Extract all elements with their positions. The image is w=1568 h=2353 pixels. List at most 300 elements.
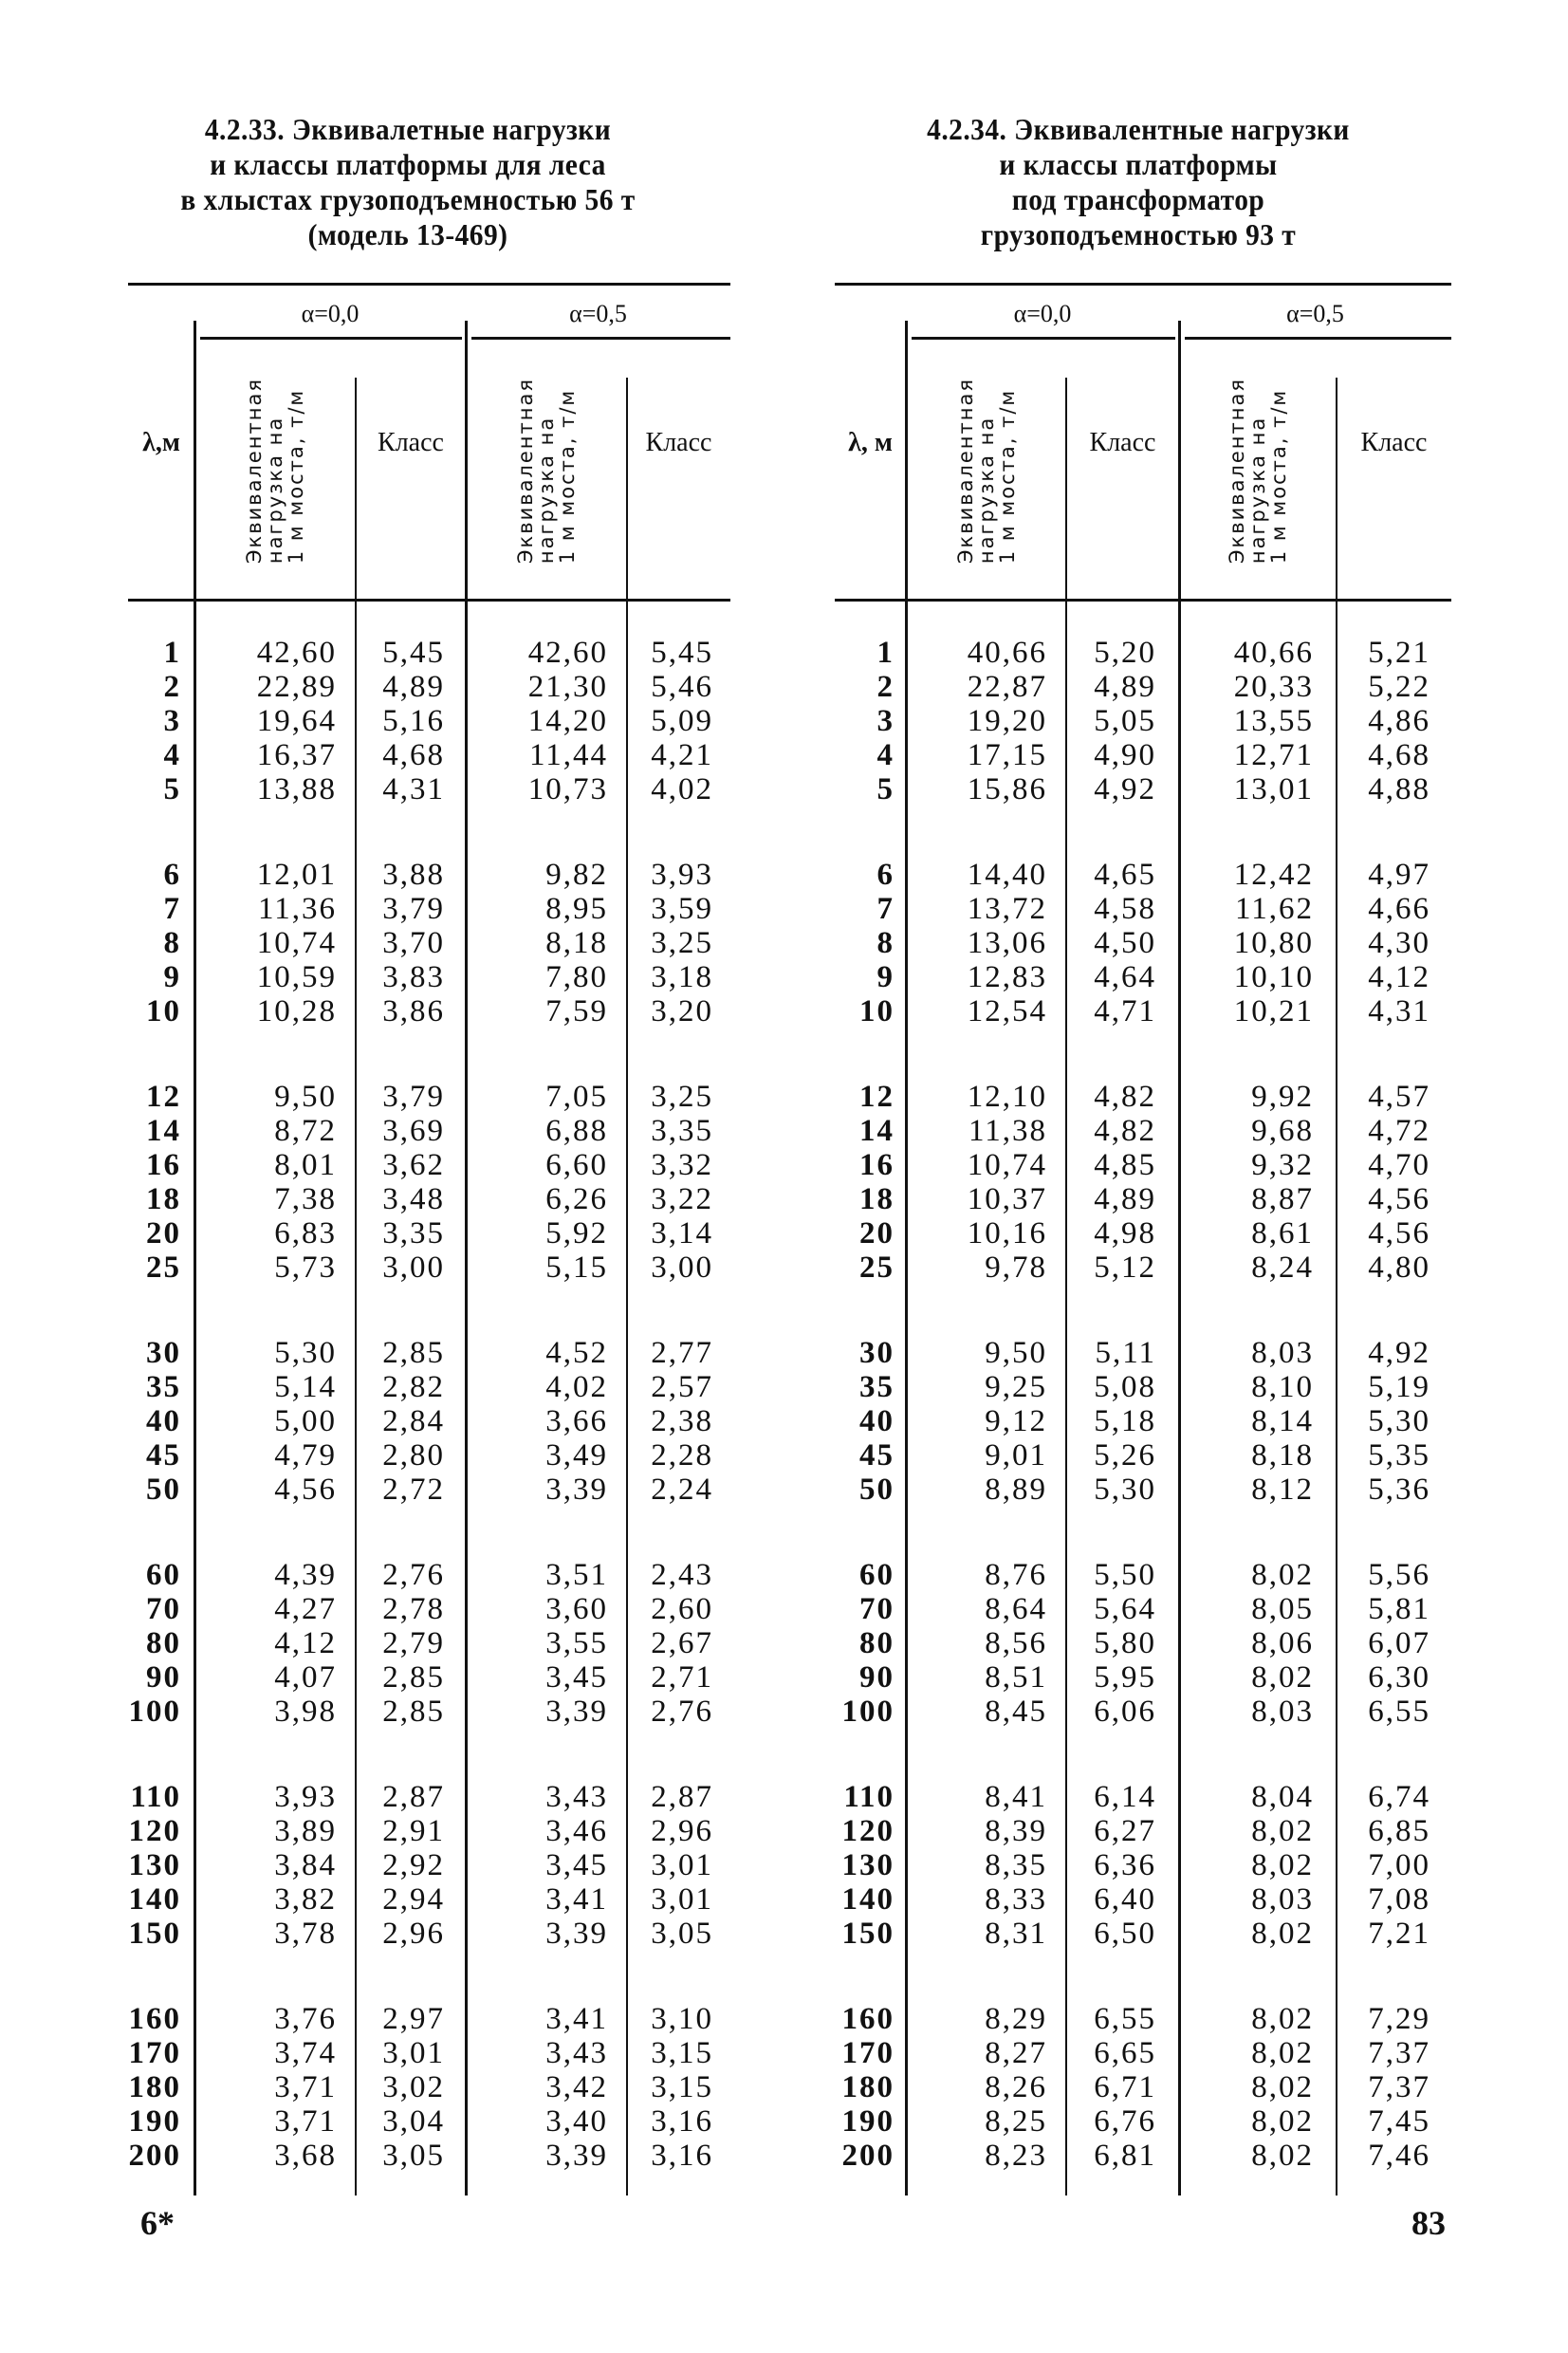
row-group — [128, 1336, 730, 1507]
load-a05-cell: 8,14 — [1251, 1404, 1314, 1438]
class-header: Класс — [645, 428, 712, 457]
table-row — [128, 772, 730, 806]
class-a05-cell: 3,16 — [651, 2104, 713, 2139]
table-row — [128, 1216, 730, 1251]
table-row — [128, 1438, 730, 1473]
table-row — [835, 1438, 1451, 1473]
load-a05-cell: 13,55 — [1233, 704, 1314, 738]
class-a05-cell: 4,57 — [1368, 1080, 1430, 1114]
class-a05-cell: 3,32 — [651, 1148, 713, 1182]
row-group — [835, 858, 1451, 1028]
span-cell: 160 — [841, 2002, 895, 2036]
load-a05-cell: 42,60 — [527, 636, 608, 670]
alpha-rule — [912, 337, 1175, 340]
load-a0-cell: 5,00 — [274, 1404, 337, 1438]
table-row — [835, 1695, 1451, 1729]
table-row — [835, 670, 1451, 704]
class-a05-cell: 3,15 — [651, 2036, 713, 2070]
load-a05-cell: 8,95 — [545, 892, 608, 926]
load-a0-cell: 3,84 — [274, 1848, 337, 1882]
load-a05-cell: 6,60 — [545, 1148, 608, 1182]
load-a0-cell: 8,76 — [985, 1558, 1047, 1592]
load-a05-cell: 3,39 — [545, 1917, 608, 1951]
class-a05-cell: 3,25 — [651, 1080, 713, 1114]
span-cell: 100 — [128, 1695, 181, 1729]
table-row — [835, 858, 1451, 892]
class-a05-cell: 3,01 — [651, 1882, 713, 1917]
load-header — [466, 352, 627, 589]
class-a05-cell: 6,85 — [1368, 1814, 1430, 1848]
load-header-line: нагрузка на — [264, 416, 286, 565]
class-a05-cell: 5,56 — [1368, 1558, 1430, 1592]
load-a0-cell: 3,89 — [274, 1814, 337, 1848]
class-a05-cell: 4,97 — [1368, 858, 1430, 892]
table-row — [835, 1814, 1451, 1848]
load-a05-cell: 3,60 — [545, 1592, 608, 1626]
span-cell: 170 — [841, 2036, 895, 2070]
table-row — [128, 994, 730, 1028]
load-a05-cell: 12,71 — [1233, 738, 1314, 772]
class-a05-cell: 4,21 — [651, 738, 713, 772]
load-a05-cell: 8,18 — [1251, 1438, 1314, 1473]
class-a0-cell: 4,50 — [1094, 926, 1156, 960]
page-number: 83 — [1411, 2204, 1446, 2242]
class-a05-cell: 2,77 — [651, 1336, 713, 1370]
load-a05-cell: 8,02 — [1251, 1558, 1314, 1592]
load-a05-cell: 12,42 — [1233, 858, 1314, 892]
span-cell: 200 — [841, 2139, 895, 2173]
table-row — [128, 738, 730, 772]
class-a05-cell: 3,18 — [651, 960, 713, 994]
class-a0-cell: 4,89 — [382, 670, 445, 704]
class-a05-cell: 3,00 — [651, 1251, 713, 1285]
load-a0-cell: 3,98 — [274, 1695, 337, 1729]
load-a0-cell: 22,89 — [256, 670, 337, 704]
row-group — [128, 2002, 730, 2173]
load-a05-cell: 7,80 — [545, 960, 608, 994]
row-group — [835, 1336, 1451, 1507]
load-a05-cell: 8,12 — [1251, 1473, 1314, 1507]
span-cell: 70 — [859, 1592, 895, 1626]
table-row — [128, 1404, 730, 1438]
load-a0-cell: 8,45 — [985, 1695, 1047, 1729]
span-cell: 70 — [146, 1592, 181, 1626]
class-a05-cell: 2,43 — [651, 1558, 713, 1592]
load-a0-cell: 5,14 — [274, 1370, 337, 1404]
table-row — [835, 636, 1451, 670]
class-a05-cell: 2,96 — [651, 1814, 713, 1848]
load-a0-cell: 11,38 — [968, 1114, 1047, 1148]
span-cell: 170 — [128, 2036, 181, 2070]
class-a0-cell: 6,06 — [1094, 1695, 1156, 1729]
span-cell: 140 — [841, 1882, 895, 1917]
class-a0-cell: 3,86 — [382, 994, 445, 1028]
load-a0-cell: 4,12 — [274, 1626, 337, 1660]
span-cell: 1 — [876, 636, 895, 670]
alpha-rule — [200, 337, 462, 340]
load-a05-cell: 8,03 — [1251, 1695, 1314, 1729]
load-a0-cell: 8,89 — [985, 1473, 1047, 1507]
span-cell: 80 — [859, 1626, 895, 1660]
class-a05-cell: 3,10 — [651, 2002, 713, 2036]
load-a0-cell: 9,25 — [985, 1370, 1047, 1404]
span-cell: 10 — [146, 994, 181, 1028]
load-a0-cell: 6,83 — [274, 1216, 337, 1251]
load-a0-cell: 9,12 — [985, 1404, 1047, 1438]
column-divider — [465, 321, 468, 2196]
class-a0-cell: 4,89 — [1094, 1182, 1156, 1216]
span-cell: 8 — [163, 926, 181, 960]
class-a05-cell: 4,88 — [1368, 772, 1430, 806]
class-a05-cell: 6,30 — [1368, 1660, 1430, 1695]
class-a0-cell: 3,88 — [382, 858, 445, 892]
span-cell: 4 — [163, 738, 181, 772]
span-cell: 20 — [146, 1216, 181, 1251]
class-a0-cell: 4,58 — [1094, 892, 1156, 926]
class-a0-cell: 6,81 — [1094, 2139, 1156, 2173]
load-a05-cell: 3,42 — [545, 2070, 608, 2104]
load-a05-cell: 3,41 — [545, 1882, 608, 1917]
load-a0-cell: 8,56 — [985, 1626, 1047, 1660]
class-a05-cell: 3,15 — [651, 2070, 713, 2104]
class-a0-cell: 4,89 — [1094, 670, 1156, 704]
load-a05-cell: 8,02 — [1251, 1848, 1314, 1882]
row-group — [128, 1780, 730, 1951]
class-a0-cell: 3,48 — [382, 1182, 445, 1216]
span-cell: 10 — [859, 994, 895, 1028]
class-a0-cell: 5,18 — [1094, 1404, 1156, 1438]
class-a0-cell: 2,85 — [382, 1695, 445, 1729]
span-cell: 120 — [841, 1814, 895, 1848]
class-a05-cell: 2,71 — [651, 1660, 713, 1695]
span-cell: 2 — [876, 670, 895, 704]
class-a05-cell: 4,56 — [1368, 1216, 1430, 1251]
span-cell: 180 — [841, 2070, 895, 2104]
load-a0-cell: 4,39 — [274, 1558, 337, 1592]
load-a05-cell: 6,26 — [545, 1182, 608, 1216]
class-a0-cell: 5,50 — [1094, 1558, 1156, 1592]
span-cell: 14 — [859, 1114, 895, 1148]
load-a05-cell: 14,20 — [527, 704, 608, 738]
class-a0-cell: 6,71 — [1094, 2070, 1156, 2104]
class-a0-cell: 5,11 — [1095, 1336, 1156, 1370]
table-row — [835, 1216, 1451, 1251]
class-a0-cell: 6,76 — [1094, 2104, 1156, 2139]
class-a0-cell: 5,30 — [1094, 1473, 1156, 1507]
table-header — [128, 286, 730, 602]
load-a05-cell: 3,40 — [545, 2104, 608, 2139]
class-a05-cell: 5,46 — [651, 670, 713, 704]
span-cell: 3 — [876, 704, 895, 738]
class-a0-cell: 4,98 — [1094, 1216, 1156, 1251]
class-a05-cell: 3,16 — [651, 2139, 713, 2173]
load-a05-cell: 8,05 — [1251, 1592, 1314, 1626]
class-a0-cell: 2,85 — [382, 1660, 445, 1695]
table-row — [835, 2104, 1451, 2139]
alpha-05-header: α=0,5 — [1286, 300, 1344, 327]
load-a0-cell: 12,10 — [967, 1080, 1047, 1114]
table-row — [128, 960, 730, 994]
class-a05-cell: 5,30 — [1368, 1404, 1430, 1438]
table-row — [835, 704, 1451, 738]
load-a05-cell: 9,68 — [1251, 1114, 1314, 1148]
title-line: 4.2.33. Эквивалетные нагрузки — [204, 112, 612, 146]
class-a0-cell: 5,20 — [1094, 636, 1156, 670]
table-row — [128, 2002, 730, 2036]
class-a0-cell: 2,79 — [382, 1626, 445, 1660]
span-cell: 7 — [163, 892, 181, 926]
alpha-0-header: α=0,0 — [301, 300, 360, 327]
span-cell: 25 — [859, 1251, 895, 1285]
class-a05-cell: 2,38 — [651, 1404, 713, 1438]
load-a0-cell: 8,31 — [985, 1917, 1047, 1951]
class-a0-cell: 4,92 — [1094, 772, 1156, 806]
class-a05-cell: 2,57 — [651, 1370, 713, 1404]
load-a0-cell: 13,06 — [967, 926, 1047, 960]
span-cell: 2 — [163, 670, 181, 704]
table-row — [128, 2104, 730, 2139]
table-4-2-34 — [835, 283, 1451, 2173]
load-a0-cell: 10,74 — [256, 926, 337, 960]
load-a05-cell: 3,41 — [545, 2002, 608, 2036]
load-a05-cell: 4,02 — [545, 1370, 608, 1404]
load-a05-cell: 3,66 — [545, 1404, 608, 1438]
load-a0-cell: 9,50 — [985, 1336, 1047, 1370]
class-a0-cell: 4,82 — [1094, 1080, 1156, 1114]
class-a0-cell: 3,00 — [382, 1251, 445, 1285]
table-row — [128, 1182, 730, 1216]
table-row — [128, 1848, 730, 1882]
class-a0-cell: 5,12 — [1094, 1251, 1156, 1285]
load-a05-cell: 3,39 — [545, 1473, 608, 1507]
load-a0-cell: 8,64 — [985, 1592, 1047, 1626]
title-line: 4.2.34. Эквивалентные нагрузки — [927, 112, 1350, 146]
table-row — [835, 1080, 1451, 1114]
table-row — [128, 1917, 730, 1951]
load-a05-cell: 8,02 — [1251, 1917, 1314, 1951]
load-a0-cell: 10,74 — [967, 1148, 1047, 1182]
class-a0-cell: 2,94 — [382, 1882, 445, 1917]
table-row — [128, 1660, 730, 1695]
class-a0-cell: 4,65 — [1094, 858, 1156, 892]
table-title-4-2-33 — [116, 112, 700, 252]
span-cell: 90 — [859, 1660, 895, 1695]
class-a0-cell: 3,70 — [382, 926, 445, 960]
load-a05-cell: 8,02 — [1251, 1814, 1314, 1848]
span-cell: 35 — [146, 1370, 181, 1404]
title-line: под трансформатор — [1011, 182, 1265, 216]
load-a0-cell: 40,66 — [967, 636, 1047, 670]
class-a0-cell: 5,16 — [382, 704, 445, 738]
span-cell: 12 — [146, 1080, 181, 1114]
load-a0-cell: 11,36 — [257, 892, 337, 926]
class-a05-cell: 5,22 — [1368, 670, 1430, 704]
load-a05-cell: 8,03 — [1251, 1336, 1314, 1370]
load-a05-cell: 3,43 — [545, 2036, 608, 2070]
class-a0-cell: 4,68 — [382, 738, 445, 772]
lambda-header: λ,м — [142, 428, 180, 457]
load-a05-cell: 5,92 — [545, 1216, 608, 1251]
class-a0-cell: 6,40 — [1094, 1882, 1156, 1917]
load-a0-cell: 12,83 — [967, 960, 1047, 994]
table-row — [835, 960, 1451, 994]
column-divider — [1178, 321, 1181, 2196]
table-row — [128, 858, 730, 892]
load-a0-cell: 3,71 — [274, 2104, 337, 2139]
table-row — [835, 2139, 1451, 2173]
span-cell: 4 — [876, 738, 895, 772]
load-header — [1179, 352, 1337, 589]
load-a05-cell: 8,03 — [1251, 1882, 1314, 1917]
class-a0-cell: 4,85 — [1094, 1148, 1156, 1182]
load-header-line: 1 м моста, т/м — [1267, 388, 1290, 565]
title-line: (модель 13-469) — [307, 217, 508, 251]
load-a0-cell: 5,73 — [274, 1251, 337, 1285]
span-cell: 110 — [843, 1780, 895, 1814]
load-a0-cell: 14,40 — [967, 858, 1047, 892]
span-cell: 9 — [163, 960, 181, 994]
load-a0-cell: 8,29 — [985, 2002, 1047, 2036]
table-row — [128, 1080, 730, 1114]
load-a05-cell: 10,21 — [1233, 994, 1314, 1028]
span-cell: 160 — [128, 2002, 181, 2036]
row-group — [835, 2002, 1451, 2173]
class-a05-cell: 4,66 — [1368, 892, 1430, 926]
span-cell: 30 — [859, 1336, 895, 1370]
table-row — [835, 1473, 1451, 1507]
span-cell: 60 — [146, 1558, 181, 1592]
table-row — [835, 1404, 1451, 1438]
load-a0-cell: 4,56 — [274, 1473, 337, 1507]
span-cell: 190 — [128, 2104, 181, 2139]
row-group — [128, 1080, 730, 1285]
span-cell: 120 — [128, 1814, 181, 1848]
span-cell: 110 — [130, 1780, 181, 1814]
load-a05-cell: 10,73 — [527, 772, 608, 806]
load-a05-cell: 8,10 — [1251, 1370, 1314, 1404]
class-a0-cell: 4,71 — [1094, 994, 1156, 1028]
load-header — [906, 352, 1066, 589]
class-header: Класс — [1360, 428, 1428, 457]
span-cell: 12 — [859, 1080, 895, 1114]
load-a05-cell: 21,30 — [527, 670, 608, 704]
span-cell: 8 — [876, 926, 895, 960]
span-cell: 18 — [146, 1182, 181, 1216]
table-title-4-2-34 — [841, 112, 1435, 252]
load-a05-cell: 8,61 — [1251, 1216, 1314, 1251]
row-group — [835, 1558, 1451, 1729]
class-a0-cell: 6,14 — [1094, 1780, 1156, 1814]
load-a05-cell: 9,92 — [1251, 1080, 1314, 1114]
load-a0-cell: 17,15 — [967, 738, 1047, 772]
table-row — [835, 1251, 1451, 1285]
class-a0-cell: 2,82 — [382, 1370, 445, 1404]
span-cell: 25 — [146, 1251, 181, 1285]
class-a05-cell: 3,05 — [651, 1917, 713, 1951]
row-group — [835, 1080, 1451, 1285]
load-a05-cell: 8,02 — [1251, 2139, 1314, 2173]
span-cell: 100 — [841, 1695, 895, 1729]
load-header-line: 1 м моста, т/м — [285, 388, 307, 565]
table-row — [835, 1882, 1451, 1917]
load-a0-cell: 42,60 — [256, 636, 337, 670]
load-a0-cell: 4,27 — [274, 1592, 337, 1626]
table-row — [128, 1251, 730, 1285]
span-cell: 80 — [146, 1626, 181, 1660]
table-row — [835, 1848, 1451, 1882]
load-a0-cell: 5,30 — [274, 1336, 337, 1370]
table-row — [835, 2036, 1451, 2070]
load-a0-cell: 3,74 — [274, 2036, 337, 2070]
load-a0-cell: 8,26 — [985, 2070, 1047, 2104]
column-divider — [905, 321, 908, 2196]
load-a0-cell: 10,16 — [967, 1216, 1047, 1251]
table-row — [128, 2036, 730, 2070]
class-a0-cell: 2,96 — [382, 1917, 445, 1951]
load-header-line: Эквивалентная — [953, 377, 977, 565]
class-a0-cell: 4,90 — [1094, 738, 1156, 772]
row-group — [128, 636, 730, 806]
table-row — [128, 1780, 730, 1814]
load-a0-cell: 8,33 — [985, 1882, 1047, 1917]
table-row — [128, 1336, 730, 1370]
load-a0-cell: 9,78 — [985, 1251, 1047, 1285]
class-header: Класс — [378, 428, 444, 457]
load-header-line: Эквивалентная — [514, 377, 537, 565]
title-line: и классы платформы — [999, 147, 1278, 181]
load-a05-cell: 8,18 — [545, 926, 608, 960]
class-a05-cell: 6,55 — [1368, 1695, 1430, 1729]
load-a0-cell: 22,87 — [967, 670, 1047, 704]
class-a05-cell: 3,93 — [651, 858, 713, 892]
table-row — [128, 1558, 730, 1592]
class-a05-cell: 7,37 — [1368, 2070, 1430, 2104]
class-a0-cell: 6,36 — [1094, 1848, 1156, 1882]
class-a0-cell: 3,69 — [382, 1114, 445, 1148]
row-group — [835, 636, 1451, 806]
class-a05-cell: 7,00 — [1368, 1848, 1430, 1882]
load-a0-cell: 19,20 — [967, 704, 1047, 738]
span-cell: 40 — [146, 1404, 181, 1438]
load-a05-cell: 8,24 — [1251, 1251, 1314, 1285]
span-cell: 5 — [876, 772, 895, 806]
load-header-line: 1 м моста, т/м — [556, 388, 579, 565]
span-cell: 50 — [859, 1473, 895, 1507]
class-a05-cell: 3,35 — [651, 1114, 713, 1148]
span-cell: 130 — [128, 1848, 181, 1882]
load-a0-cell: 8,51 — [985, 1660, 1047, 1695]
load-header-line: нагрузка на — [974, 416, 998, 565]
class-a05-cell: 4,56 — [1368, 1182, 1430, 1216]
load-a0-cell: 10,28 — [256, 994, 337, 1028]
load-a0-cell: 15,86 — [967, 772, 1047, 806]
title-line: и классы платформы для леса — [210, 147, 606, 181]
class-a05-cell: 3,14 — [651, 1216, 713, 1251]
row-group — [835, 1780, 1451, 1951]
class-a05-cell: 5,45 — [651, 636, 713, 670]
span-cell: 40 — [859, 1404, 895, 1438]
load-a05-cell: 3,46 — [545, 1814, 608, 1848]
span-cell: 18 — [859, 1182, 895, 1216]
class-a0-cell: 3,05 — [382, 2139, 445, 2173]
class-a0-cell: 3,62 — [382, 1148, 445, 1182]
class-a05-cell: 5,36 — [1368, 1473, 1430, 1507]
load-a05-cell: 8,02 — [1251, 1660, 1314, 1695]
table-row — [835, 1592, 1451, 1626]
load-a0-cell: 12,54 — [967, 994, 1047, 1028]
class-a0-cell: 5,05 — [1094, 704, 1156, 738]
table-row — [128, 1114, 730, 1148]
